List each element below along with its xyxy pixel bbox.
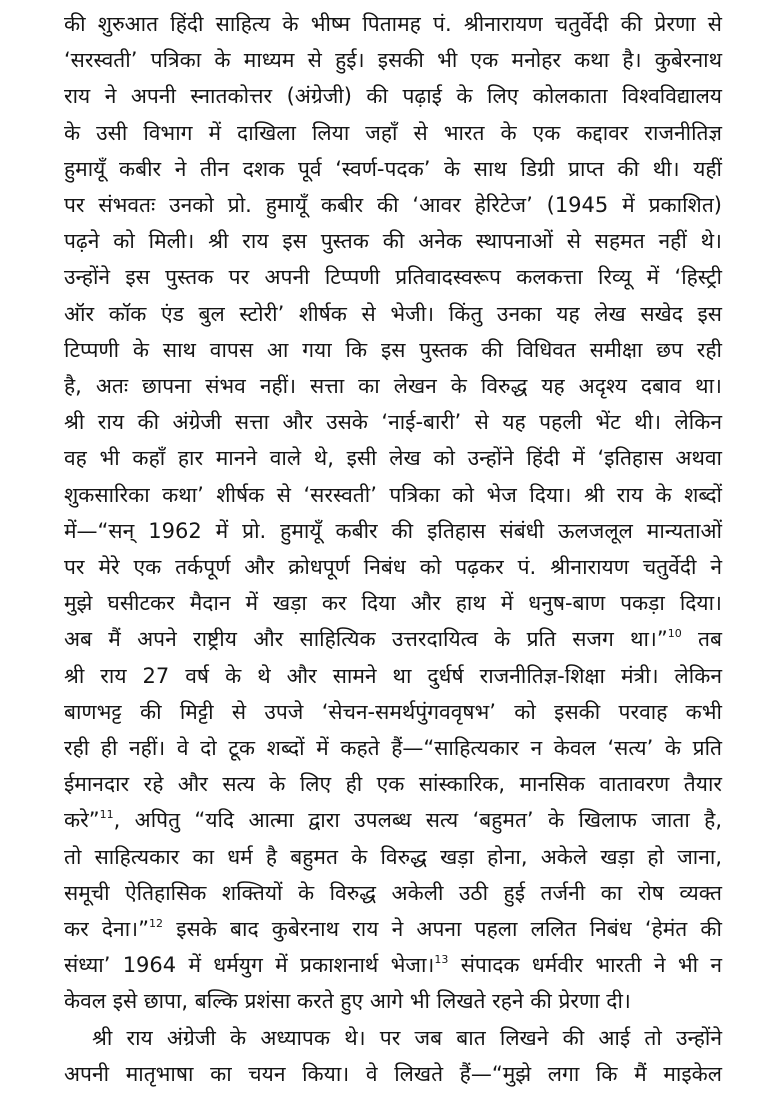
text-line [64, 440, 722, 476]
text-line [64, 694, 722, 730]
line-text: बाणभट्ट की मिट्टी से उपजे ‘सेचन-समर्थपुंगववृषभ’ को इसकी परवाह कभी [64, 699, 722, 724]
text-line [64, 151, 722, 187]
text-line [64, 404, 722, 440]
text-line [64, 6, 722, 42]
text-line [64, 621, 722, 657]
line-text-continued: तब [681, 627, 723, 652]
text-line [64, 78, 722, 114]
line-text-continued: , अपितु “यदि आत्मा द्वारा उपलब्ध सत्य ‘बहुमत’ के खिलाफ जाता है, [113, 808, 722, 833]
text-line [64, 911, 722, 947]
line-text: श्री राय की अंग्रेजी सत्ता और उसके ‘नाई-बारी’ से यह पहली भेंट थी। लेकिन [64, 410, 722, 435]
text-line [64, 585, 722, 621]
text-line [64, 947, 722, 983]
line-text: समूची ऐतिहासिक शक्तियों के विरुद्ध अकेली उठी हुई तर्जनी का रोष व्यक्त [64, 880, 722, 905]
line-text: अब मैं अपने राष्ट्रीय और साहित्यिक उत्तरदायित्व के प्रति सजग था।” [64, 627, 668, 652]
line-text: राय ने अपनी स्नातकोत्तर (अंग्रेजी) की पढ़ाई के लिए कोलकाता विश्वविद्यालय [64, 84, 722, 109]
line-text: ऑर कॉक एंड बुल स्टोरी’ शीर्षक से भेजी। किंतु उनका यह लेख सखेद इस [64, 301, 722, 326]
text-line [64, 296, 722, 332]
line-text: के उसी विभाग में दाखिला लिया जहाँ से भारत के एक कद्दावर राजनीतिज्ञ [64, 120, 722, 145]
line-text: रही ही नहीं। वे दो टूक शब्दों में कहते हैं—“साहित्यकार न केवल ‘सत्य’ के प्रति [64, 736, 722, 761]
text-line [64, 368, 722, 404]
text-line [64, 259, 722, 295]
body-text [64, 6, 722, 1092]
text-line [64, 1020, 722, 1056]
text-line [64, 115, 722, 151]
line-text: पर संभवतः उनको प्रो. हुमायूँ कबीर की ‘आवर हेरिटेज’ (1945 में प्रकाशित) [64, 193, 722, 218]
text-line [64, 839, 722, 875]
text-line [64, 1056, 722, 1092]
line-text-continued: संपादक धर्मवीर भारती ने भी न [448, 953, 722, 978]
footnote-marker: 11 [99, 808, 114, 822]
line-text: अपनी मातृभाषा का चयन किया। वे लिखते हैं—“मुझे लगा कि मैं माइकेल [64, 1061, 722, 1086]
line-text: ‘सरस्वती’ पत्रिका के माध्यम से हुई। इसकी भी एक मनोहर कथा है। कुबेरनाथ [64, 48, 722, 73]
line-text: शुकसारिका कथा’ शीर्षक से ‘सरस्वती’ पत्रिका को भेज दिया। श्री राय के शब्दों [64, 482, 722, 507]
line-text: केवल इसे छापा, बल्कि प्रशंसा करते हुए आगे भी लिखते रहने की प्रेरणा दी। [64, 989, 631, 1014]
text-line [64, 730, 722, 766]
line-text: कर देना।” [64, 917, 149, 942]
text-line [64, 332, 722, 368]
line-text: है, अतः छापना संभव नहीं। सत्ता का लेखन के विरुद्ध यह अदृश्य दबाव था। [64, 374, 722, 399]
document-page [64, 6, 722, 1092]
line-text: की शुरुआत हिंदी साहित्य के भीष्म पितामह पं. श्रीनारायण चतुर्वेदी की प्रेरणा से [64, 12, 722, 36]
line-text: तो साहित्यकार का धर्म है बहुमत के विरुद्ध खड़ा होना, अकेले खड़ा हो जाना, [64, 844, 722, 869]
text-line [64, 513, 722, 549]
line-text-continued: इसके बाद कुबेरनाथ राय ने अपना पहला ललित निबंध ‘हेमंत की [163, 917, 722, 942]
text-line [64, 658, 722, 694]
line-text: हुमायूँ कबीर ने तीन दशक पूर्व ‘स्वर्ण-पदक’ के साथ डिग्री प्राप्त की थी। यहीं [64, 156, 722, 181]
line-text: संध्या’ 1964 में धर्मयुग में प्रकाशनार्थ भेजा। [64, 953, 435, 978]
line-text: करे” [64, 808, 100, 833]
line-text: श्री राय अंग्रेजी के अध्यापक थे। पर जब बात लिखने की आई तो उन्होंने [92, 1025, 722, 1050]
footnote-marker: 12 [149, 917, 163, 931]
footnote-marker: 13 [434, 953, 449, 967]
text-line [64, 223, 722, 259]
line-text: ईमानदार रहे और सत्य के लिए ही एक सांस्कारिक, मानसिक वातावरण तैयार [64, 772, 722, 797]
text-line [64, 983, 722, 1019]
line-text: पढ़ने को मिली। श्री राय इस पुस्तक की अनेक स्थापनाओं से सहमत नहीं थे। [64, 229, 722, 254]
line-text: में—“सन् 1962 में प्रो. हुमायूँ कबीर की इतिहास संबंधी ऊलजलूल मान्यताओं [64, 518, 722, 543]
line-text: मुझे घसीटकर मैदान में खड़ा कर दिया और हाथ में धनुष-बाण पकड़ा दिया। [64, 591, 722, 616]
text-line [64, 875, 722, 911]
text-line [64, 802, 722, 838]
line-text: टिप्पणी के साथ वापस आ गया कि इस पुस्तक की विधिवत समीक्षा छप रही [64, 337, 722, 362]
line-text: वह भी कहाँ हार मानने वाले थे, इसी लेख को उन्होंने हिंदी में ‘इतिहास अथवा [64, 446, 722, 471]
text-line [64, 187, 722, 223]
line-text: पर मेरे एक तर्कपूर्ण और क्रोधपूर्ण निबंध को पढ़कर पं. श्रीनारायण चतुर्वेदी ने [64, 555, 722, 580]
line-text: श्री राय 27 वर्ष के थे और सामने था दुर्धर्ष राजनीतिज्ञ-शिक्षा मंत्री। लेकिन [64, 663, 722, 688]
footnote-marker: 10 [667, 627, 682, 641]
line-text: उन्होंने इस पुस्तक पर अपनी टिप्पणी प्रतिवादस्वरूप कलकत्ता रिव्यू में ‘हिस्ट्री [64, 265, 722, 290]
text-line [64, 42, 722, 78]
text-line [64, 477, 722, 513]
text-line [64, 549, 722, 585]
text-line [64, 766, 722, 802]
